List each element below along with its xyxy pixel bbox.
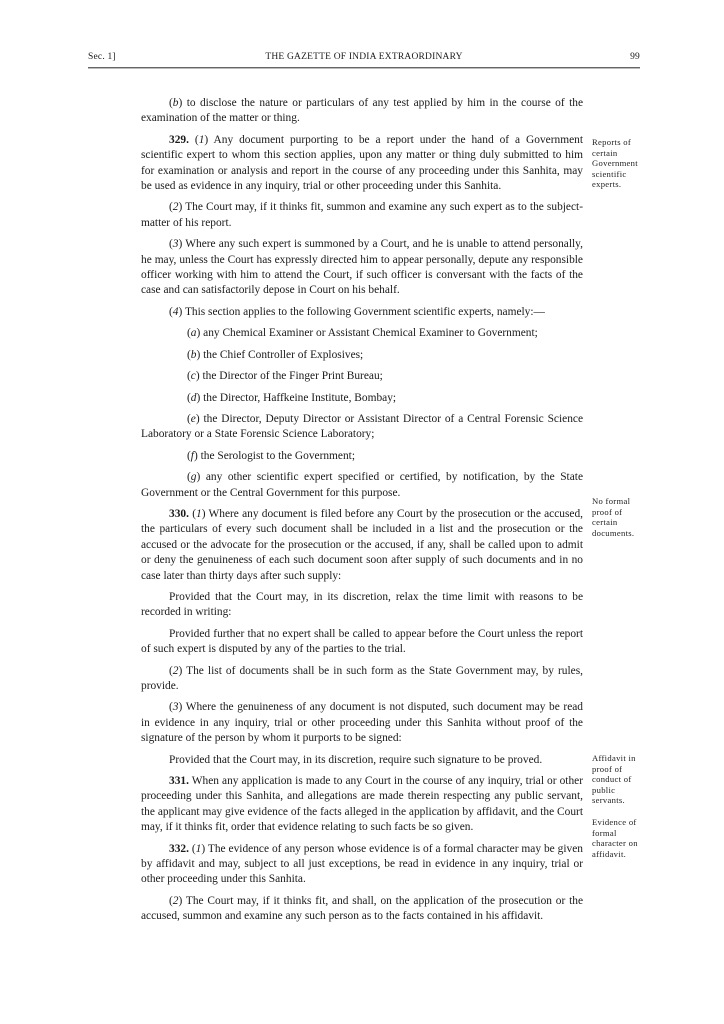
section-number: 332. <box>169 842 189 855</box>
paragraph <box>141 200 583 231</box>
paragraph-text: the Serologist to the Government; <box>197 449 355 462</box>
side-note-332: Evidence of formal character on affidavit. <box>592 817 638 859</box>
header-rule <box>88 67 640 69</box>
paragraph-text: Where any document is filed before any Court by the prosecution or the accused, the particulars of every such document shall be included in a list and the prosecution or the accused or the advocate for the prosecution or the accused, if any, shall be called upon to admit or deny the genuineness of each such document soon after supply of such documents and in no case later than thirty days after such supply: <box>141 507 583 582</box>
paragraph <box>141 774 583 836</box>
paragraph-text: the Director, Deputy Director or Assistant Director of a Central Forensic Science Laboratory or a State Forensic Science Laboratory; <box>141 412 583 441</box>
paragraph <box>141 96 583 127</box>
paragraph <box>141 391 583 406</box>
side-note-329: Reports of certain Government scientific experts. <box>592 137 638 190</box>
paragraph-text: to disclose the nature or particulars of any test applied by him in the course of the examination of the matter or thing. <box>141 97 583 125</box>
paragraph <box>141 842 583 888</box>
paragraph <box>141 753 583 768</box>
clause-marker: (1) <box>191 842 206 855</box>
paragraph <box>141 412 583 443</box>
gazette-header <box>88 52 640 68</box>
paragraph-text: any Chemical Examiner or Assistant Chemical Examiner to Government; <box>200 327 538 340</box>
paragraph-text: the Chief Controller of Explosives; <box>200 348 364 361</box>
clause-marker: (2) <box>169 664 183 677</box>
paragraph-text: any other scientific expert specified or certified, by notification, by the State Government or the Central Government for this purpose. <box>141 471 583 499</box>
paragraph-text: Any document purporting to be a report under the hand of a Government scientific expert to whom this section applies, upon any matter or thing duly submitted to him for examination or analysis and report in the course of any proceeding under this Sanhita, may be used as evidence in any inquiry, trial or other proceeding under this Sanhita. <box>141 133 583 193</box>
paragraph-text: Where any such expert is summoned by a Court, and he is unable to attend personally, he may, unless the Court has expressly directed him to appear personally, depute any responsible officer working with him to attend the Court, if such officer is conversant with the facts of the case and can satisfactorily depose in Court on his behalf. <box>141 238 583 297</box>
paragraph <box>141 507 583 584</box>
paragraph-text: Provided further that no expert shall be called to appear before the Court unless the report of such expert is disputed by any of the parties to the trial. <box>141 627 583 656</box>
section-number: 330. <box>169 507 189 520</box>
clause-marker: (e) <box>187 412 200 425</box>
clause-marker: (c) <box>187 370 200 383</box>
paragraph-text: Where the genuineness of any document is not disputed, such document may be read in evidence in any inquiry, trial or other proceeding under this Sanhita without proof of the signature of the person by whom it purports to be signed: <box>141 701 583 745</box>
paragraph-text: When any application is made to any Court in the course of any inquiry, trial or other proceeding under this Sanhita, and allegations are made therein respecting any public servant, the applicant may give evidence of the facts alleged in the application by affidavit, and the Court may, if it thinks fit, order that evidence relating to such facts be so given. <box>141 775 583 834</box>
paragraph <box>141 894 583 925</box>
paragraph-text: the Director, Haffkeine Institute, Bombay; <box>200 391 397 404</box>
paragraph <box>141 590 583 621</box>
side-note-331: Affidavit in proof of conduct of public servants. <box>592 753 636 806</box>
page-body <box>141 96 583 931</box>
clause-marker: (4) <box>169 305 183 318</box>
gazette-title: THE GAZETTE OF INDIA EXTRAORDINARY <box>265 52 463 62</box>
paragraph <box>141 470 583 501</box>
clause-marker: (b) <box>169 97 183 109</box>
paragraph <box>141 449 583 464</box>
clause-marker: (a) <box>187 327 201 340</box>
section-label: Sec. 1] <box>88 52 116 62</box>
clause-marker: (3) <box>169 701 183 714</box>
clause-marker: (g) <box>187 471 201 484</box>
paragraph <box>141 326 583 341</box>
paragraph-text: The list of documents shall be in such form as the State Government may, by rules, provide. <box>141 664 583 692</box>
paragraph <box>141 369 583 384</box>
clause-marker: (d) <box>187 391 201 404</box>
clause-marker: (3) <box>169 238 183 251</box>
clause-marker: (1) <box>192 507 206 520</box>
paragraph-text: Provided that the Court may, in its discretion, require such signature to be proved. <box>169 753 543 766</box>
paragraph <box>141 133 583 195</box>
page-number: 99 <box>630 52 640 62</box>
paragraph-text: This section applies to the following Government scientific experts, namely:— <box>182 305 545 318</box>
paragraph <box>141 700 583 746</box>
paragraph-text: the Director of the Finger Print Bureau; <box>199 370 383 383</box>
paragraph <box>141 237 583 299</box>
side-note-330: No formal proof of certain documents. <box>592 496 635 538</box>
section-number: 331. <box>169 775 189 788</box>
clause-marker: (2) <box>169 894 183 907</box>
paragraph-text: The Court may, if it thinks fit, summon and examine any such expert as to the subject-matter of his report. <box>141 201 583 229</box>
paragraph-text: Provided that the Court may, in its discretion, relax the time limit with reasons to be recorded in writing: <box>141 590 583 619</box>
paragraph-text: The evidence of any person whose evidence is of a formal character may be given by affidavit and may, subject to all just exceptions, be read in evidence in any inquiry, trial or other proceeding under this Sanhita. <box>141 842 583 886</box>
clause-marker: (2) <box>169 201 183 214</box>
clause-marker: (b) <box>187 348 201 361</box>
paragraph <box>141 627 583 658</box>
section-number: 329. <box>169 133 189 146</box>
clause-marker: (f) <box>187 449 198 462</box>
paragraph <box>141 348 583 363</box>
paragraph-text: The Court may, if it thinks fit, and shall, on the application of the prosecution or the accused, summon and examine any such person as to the facts contained in his affidavit. <box>141 894 583 923</box>
clause-marker: (1) <box>194 133 209 146</box>
paragraph <box>141 664 583 695</box>
paragraph <box>141 305 583 320</box>
